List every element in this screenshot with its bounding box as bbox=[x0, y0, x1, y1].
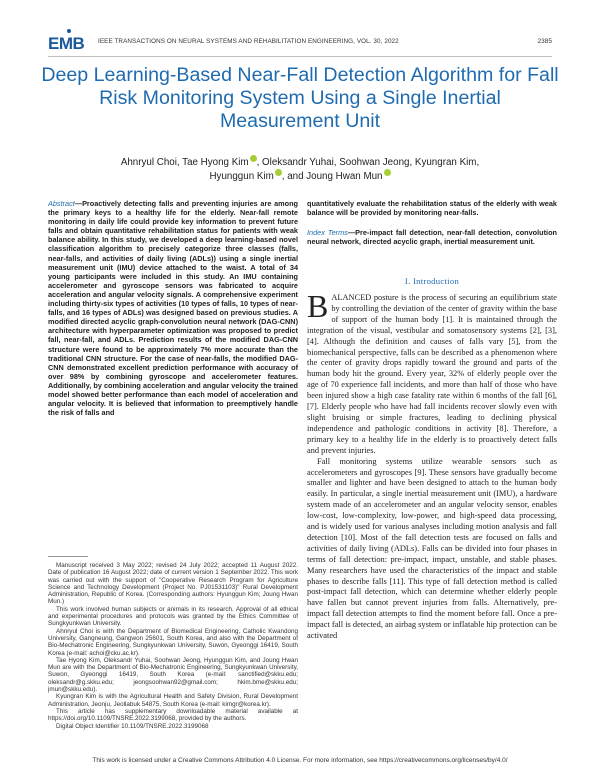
footnote-doi: Digital Object Identifier 10.1109/TNSRE.2022.3199068 bbox=[56, 722, 209, 730]
logo-text: EMB bbox=[48, 34, 85, 53]
authors-line2b: , and Joung Hwan Mun bbox=[281, 171, 383, 182]
footnote-affiliation: Kyungran Kim is with the Agricultural Health and Safety Division, Rural Development Administration, Jeonju, Jeollabuk 54875, South Korea (e-mail: kimgr@korea.kr). bbox=[48, 693, 298, 708]
header-rule bbox=[48, 56, 552, 57]
footnotes bbox=[48, 562, 298, 730]
author-list bbox=[60, 155, 540, 183]
page-number: 2385 bbox=[537, 38, 552, 45]
drop-cap: B bbox=[307, 288, 329, 324]
orcid-icon[interactable] bbox=[384, 169, 391, 176]
orcid-icon[interactable] bbox=[250, 155, 257, 162]
emb-logo bbox=[48, 34, 84, 54]
footnote-affiliation: Ahnryul Choi is with the Department of Biomedical Engineering, Catholic Kwandong University, Gangneung, Gangwon 25601, South Korea, and also with the Department of Bio-Mechatronic Engineering, Sungkyunkwan University, Suwon, Gyeonggi 16419, South Korea (e-mail: achoi@cku.ac.kr). bbox=[48, 627, 298, 657]
footnote-manuscript: Manuscript received 3 May 2022; revised 24 July 2022; accepted 11 August 2022. Date of publication 16 August 2022; date of current version 1 September 2022. This work was carried out with the support of "Cooperative Research Program for Agriculture Science and Technology Development (Project No. PJ01531103)" Rural Development Administration, Republic of Korea. (Corresponding authors: Hyunggun Kim; Joung Hwan Mun.) bbox=[48, 562, 298, 606]
orcid-icon[interactable] bbox=[275, 169, 282, 176]
logo-dot-icon bbox=[67, 29, 71, 33]
footnote-affiliation: Tae Hyong Kim, Oleksandr Yuhai, Soohwan Jeong, Hyunggun Kim, and Joung Hwan Mun are with the Department of Bio-Mechatronic Engineering, Sungkyunkwan University, Suwon, Gyeonggi 16419, South Korea (e-mail: sanctified@skku.edu; oleksandr@g.skku.edu; jeongsoohwan92@gmail.com; hkim.bme@skku.edu; jmun@skku.edu). bbox=[48, 656, 298, 694]
introduction-body bbox=[307, 288, 557, 642]
section-heading: I. Introduction bbox=[404, 276, 460, 286]
authors-line1a: Ahnryul Choi, Tae Hyong Kim bbox=[120, 157, 249, 168]
journal-name: IEEE TRANSACTIONS ON NEURAL SYSTEMS AND REHABILITATION ENGINEERING, VOL. 30, 2022 bbox=[98, 38, 399, 45]
abstract-text: —Proactively detecting falls and preventing injuries are among the primary keys to a healthy life for the elderly. Near-fall remote monitoring in daily life could provide key information to prevent future falls and obtain quantitative rehabilitation status for patients with weak balance ability. In this study, we developed a deep learning-based novel classification algorithm to precisely categorize three classes (falls, near-falls, and activities of daily living (ADLs)) using a single inertial measurement unit (IMU) device attached to the waist. A total of 34 young participants were included in this study. An IMU containing accelerometer and gyroscope sensors was fabricated to acquire acceleration and angular velocity signals. A comprehensive experiment including thirty-six types of activities (10 types of falls, 10 types of near-falls, and 16 types of ADLs) was designed based on previous studies. A modified directed acyclic graph-convolution neural network (DAG-CNN) architecture with hyperparameter optimization was proposed to predict fall, near-fall, and ADLs. Prediction results of the modified DAG-CNN structure were found to be approximately 7% more accurate than the traditional CNN structure. For the case of near-falls, the modified DAG-CNN demonstrated excellent prediction performance with accuracy of over 98% by combining gyroscope and accelerometer features. Additionally, by combining acceleration and angular velocity the trained model showed better performance than each model of acceleration and angular velocity. It is believed that information to preemptively handle the risk of falls and bbox=[48, 199, 298, 418]
running-header bbox=[48, 34, 552, 54]
footnote-supplementary: This article has supplementary downloadable material available at https://doi.org/10.1109/TNSRE.2022.3199068, provided by the authors. bbox=[48, 707, 298, 723]
abstract bbox=[48, 199, 298, 417]
footnote-rule bbox=[48, 556, 88, 557]
index-terms bbox=[307, 228, 557, 246]
index-terms-label: Index Terms bbox=[307, 228, 348, 237]
authors-line2a: Hyunggun Kim bbox=[209, 171, 274, 182]
abstract-continuation: quantitatively evaluate the rehabilitation status of the elderly with weak balance will be provided by monitoring near-falls. bbox=[307, 199, 557, 218]
intro-paragraph-1: ALANCED posture is the process of securing an equilibrium state by controlling the deviation of the center of gravity within the base of support of the human body [1]. It is maintained through the integration of the visual, vestibular and somatosensory systems [2], [3], [4]. Although the definition and causes of falls vary [5], from the biomechanical perspective, falls can be described as a phenomenon where the center of gravity drops rapidly toward the ground and parts of the human body hit the ground. Every year, 32% of elderly people over the age of 70 experience fall incidents, and more than half of those who have been injured show a high case fatality rate within 6 months of the fall [6], [7]. Elderly people who have had fall incidents recover slowly even with slight bruising or simple fractures, leading to declining physical independence and pathologic conditions in activity [8]. Therefore, a primary key to a healthy life in the elderly is to proactively detect falls and prevent injuries. bbox=[307, 293, 557, 455]
authors-line1b: , Oleksandr Yuhai, Soohwan Jeong, Kyungran Kim, bbox=[256, 157, 480, 168]
intro-paragraph bbox=[307, 288, 557, 457]
abstract-label: Abstract bbox=[48, 199, 75, 208]
footnote-ethics: This work involved human subjects or animals in its research. Approval of all ethical and experimental procedures and protocols was granted by the Ethics Committee of Sungkyunkwan University. bbox=[48, 605, 298, 628]
intro-paragraph-2: Fall monitoring systems utilize wearable sensors such as accelerometers and gyroscopes [9]. These sensors have gradually become smaller and lighter and have been designed to attach to the human body easily. In particular, a single inertial measurement unit (IMU), a hardware system made of an accelerometer and an angular velocity sensor, enables low-cost, low-complexity, low-power, and high-speed data processing, and is widely used for various analyses including motion analysis and fall detection [10]. Most of the fall detection tests are focused on falls and activities of daily living (ADLs). Falls can be divided into four phases in terms of fall detection: pre-impact, impact, unstable, and stable phases. Many researchers have used the characteristics of the impact and stable phases to describe falls [11]. This type of fall detection method is called post-impact fall detection, which can determine whether elderly people have fallen but cannot prevent injuries from falls. Alternatively, pre-impact fall detection attempts to find the moment before fall. Once a pre-impact fall is detected, an airbag system or inflatable hip protection can be activated bbox=[307, 456, 557, 641]
index-terms-text: —Pre-impact fall detection, near-fall detection, convolution neural network, directed acyclic graph, inertial measurement unit. bbox=[307, 228, 557, 247]
paper-title: Deep Learning-Based Near-Fall Detection Algorithm for Fall Risk Monitoring System Using a Single Inertial Measurement Unit bbox=[41, 64, 559, 132]
license-footer: This work is licensed under a Creative Commons Attribution 4.0 License. For more information, see https://creativecommons.org/licenses/by/4.0/ bbox=[92, 757, 508, 764]
